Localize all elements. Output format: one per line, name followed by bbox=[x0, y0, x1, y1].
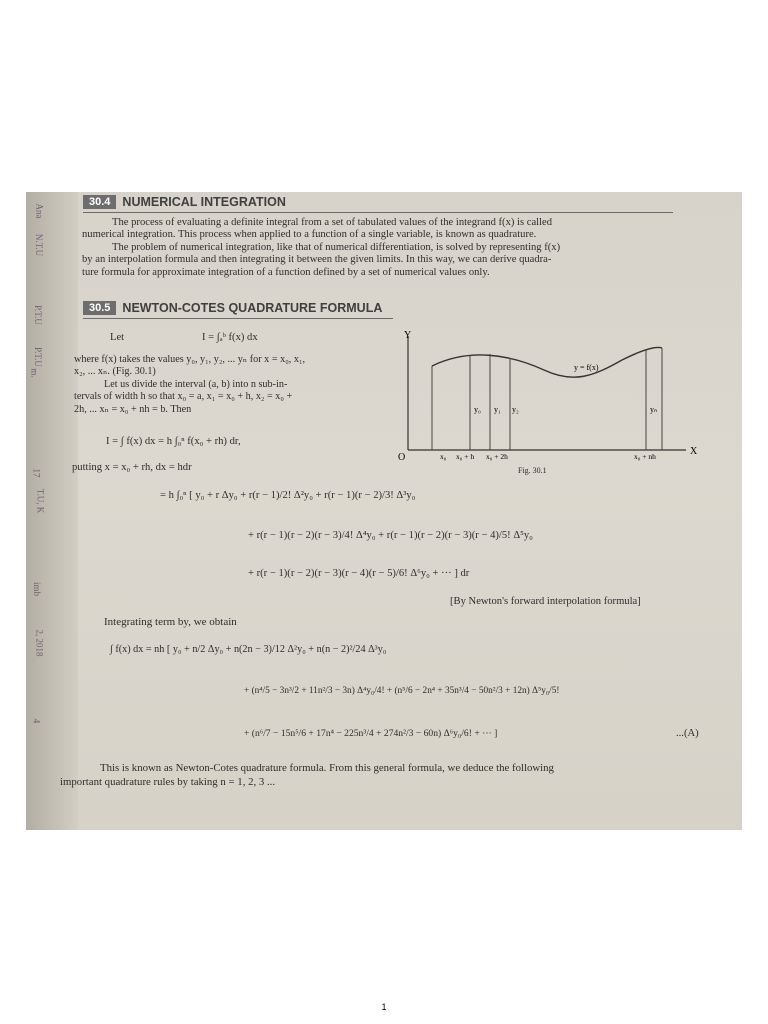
result-line: + (n⁴/5 − 3n³/2 + 11n²/3 − 3n) Δ⁴y₀/4! + (n⁵/6 − 2n⁴ + 35n³/4 − 50n²/3 + 12n) Δ⁵y₀/5! bbox=[244, 686, 560, 696]
margin-tab: m. bbox=[29, 368, 40, 378]
section-heading-30-5 bbox=[83, 300, 382, 316]
text-line: x₂, ... xₙ. (Fig. 30.1) bbox=[74, 366, 156, 378]
book-page-photo bbox=[26, 192, 742, 830]
text-line: by an interpolation formula and then integrating it between the given limits. In this way, we can derive quadra- bbox=[82, 254, 552, 266]
closing-text bbox=[60, 762, 554, 789]
expansion-line: = h ∫₀ⁿ [ y₀ + r Δy₀ + r(r − 1)/2! Δ²y₀ + r(r − 1)(r − 2)/3! Δ³y₀ bbox=[160, 490, 416, 501]
section-heading-30-4 bbox=[83, 194, 286, 210]
margin-tab: 4 bbox=[31, 718, 42, 724]
text-line: The problem of numerical integration, like that of numerical differentiation, is solved by representing f(x) bbox=[112, 241, 561, 253]
section-30-4-body bbox=[82, 217, 560, 279]
integrating-line: Integrating term by, we obtain bbox=[104, 616, 237, 628]
text-line: This is known as Newton-Cotes quadrature formula. From this general formula, we deduce the following bbox=[100, 762, 554, 774]
margin-tab: T.U, K bbox=[35, 488, 46, 514]
x-tick-label: x₀ + nh bbox=[634, 452, 656, 461]
text-line: tervals of width h so that x₀ = a, x₁ = x₀ + h, x₂ = x₀ + bbox=[74, 391, 293, 403]
text-line: numerical integration. This process when applied to a function of a single variable, is known as quadrature. bbox=[82, 229, 537, 241]
text-line: Let us divide the interval (a, b) into n sub-in- bbox=[104, 378, 288, 390]
section-30-5-body bbox=[74, 354, 305, 416]
ordinate-label: y₁ bbox=[494, 405, 501, 414]
section-number: 30.4 bbox=[83, 195, 116, 209]
margin-tab: 17 bbox=[31, 468, 42, 478]
expansion-line: + r(r − 1)(r − 2)(r − 3)(r − 4)(r − 5)/6! Δ⁶y₀ + ··· ] dr bbox=[248, 568, 470, 579]
section-title: NUMERICAL INTEGRATION bbox=[122, 195, 286, 209]
origin-label: O bbox=[398, 452, 406, 462]
result-line: ∫ f(x) dx = nh [ y₀ + n/2 Δy₀ + n(2n − 3)/12 Δ²y₀ + n(n − 2)²/24 Δ³y₀ bbox=[110, 644, 387, 655]
margin-tab: P.T.U bbox=[32, 347, 43, 367]
result-line: + (n⁶/7 − 15n⁵/6 + 17n⁴ − 225n³/4 + 274n²/3 − 60n) Δ⁶y₀/6! + ··· ] bbox=[244, 728, 498, 739]
text-line: where f(x) takes the values y₀, y₁, y₂, ... yₙ for x = x₀, x₁, bbox=[74, 354, 306, 365]
section-title: NEWTON-COTES QUADRATURE FORMULA bbox=[122, 301, 383, 315]
expansion-line: + r(r − 1)(r − 2)(r − 3)/4! Δ⁴y₀ + r(r − 1)(r − 2)(r − 3)(r − 4)/5! Δ⁵y₀ bbox=[248, 530, 533, 541]
margin-tab: imb bbox=[32, 581, 43, 597]
integral-definition: I = ∫ₐᵇ f(x) dx bbox=[202, 332, 258, 343]
margin-tab: N.T.U bbox=[34, 233, 45, 257]
page-number: 1 bbox=[381, 1002, 387, 1012]
margin-tab: P.T.U bbox=[32, 305, 43, 325]
margin-tab: 2, 2018 bbox=[34, 629, 45, 657]
equation-tag: ...(A) bbox=[676, 728, 699, 739]
y-axis-label: Y bbox=[404, 330, 412, 341]
figure-caption: Fig. 30.1 bbox=[518, 466, 547, 475]
text-line: ture formula for approximate integration of a function defined by a set of numerical values only. bbox=[82, 266, 490, 278]
text-line: important quadrature rules by taking n = 1, 2, 3 ... bbox=[60, 775, 276, 788]
figure-30-1 bbox=[394, 330, 704, 462]
section-number: 30.5 bbox=[83, 301, 116, 315]
x-tick-label: x₀ + 2h bbox=[486, 452, 508, 461]
text-line: The process of evaluating a definite integral from a set of tabulated values of the integrand f(x) is called bbox=[112, 217, 553, 228]
heading-rule bbox=[83, 318, 393, 319]
x-tick-label: x₀ bbox=[440, 452, 447, 461]
newton-note: [By Newton's forward interpolation formula] bbox=[450, 596, 641, 607]
margin-tab: Ana bbox=[34, 203, 45, 219]
let-label: Let bbox=[110, 332, 125, 343]
text-line: 2h, ... xₙ = x₀ + nh = b. Then bbox=[74, 403, 192, 415]
x-axis-label: X bbox=[690, 446, 698, 457]
curve-label: y = f(x) bbox=[574, 363, 599, 372]
ordinate-label: y₂ bbox=[512, 405, 519, 414]
ordinate-label: yₙ bbox=[650, 405, 658, 414]
substitution-line: putting x = x₀ + rh, dx = hdr bbox=[72, 462, 192, 473]
curve-y-f-x bbox=[432, 348, 662, 378]
ordinate-label: y₀ bbox=[474, 405, 481, 414]
integral-substitution: I = ∫ f(x) dx = h ∫₀ⁿ f(x₀ + rh) dr, bbox=[106, 436, 241, 447]
heading-rule bbox=[83, 212, 673, 213]
page-margin-tabs bbox=[26, 192, 78, 830]
x-tick-label: x₀ + h bbox=[456, 452, 475, 461]
